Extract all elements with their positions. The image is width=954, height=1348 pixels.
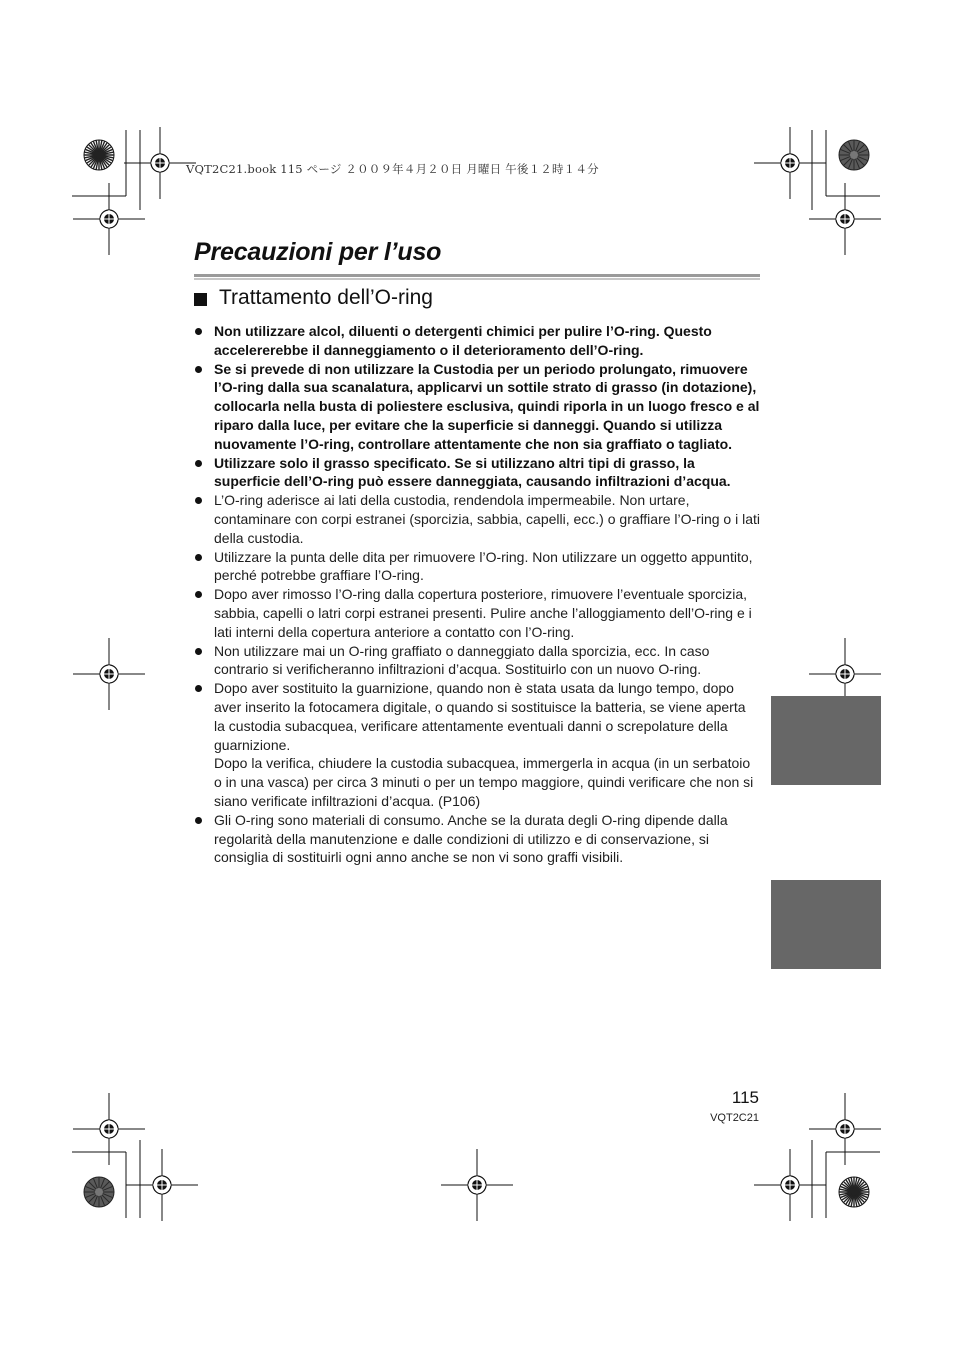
bullet-icon xyxy=(195,554,202,561)
section-heading xyxy=(194,286,433,310)
side-tab-lower xyxy=(771,880,881,969)
list-item-text: Utilizzare solo il grasso specificato. Se si utilizzano altri tipi di grasso, la superficie dell’O-ring può essere danneggiata, causando infiltrazioni d’acqua. xyxy=(214,454,731,490)
side-tab-upper xyxy=(771,696,881,785)
square-bullet-icon xyxy=(194,293,207,306)
list-item xyxy=(194,585,760,641)
bullet-icon xyxy=(195,460,202,467)
list-item xyxy=(194,322,760,360)
bullet-icon xyxy=(195,685,202,692)
list-item-text: Se si prevede di non utilizzare la Custodia per un periodo prolungato, rimuovere l’O-ring dalla sua scanalatura, applicarvi un sottile strato di grasso (in dotazione), collocarla nella busta di poliestere esclusiva, quindi riporla in un luogo fresco e al riparo dalla luce, per evitare che la superficie si danneggi. Quando si utilizza nuovamente l’O-ring, controllare attentamente che non sia graffiato o tagliato. xyxy=(214,360,760,452)
list-item xyxy=(194,360,760,454)
title-rule xyxy=(194,274,760,277)
list-item xyxy=(194,548,760,586)
list-item-text: Gli O-ring sono materiali di consumo. Anche se la durata degli O-ring dipende dalla regolarità della manutenzione e dalle condizioni di utilizzo e di conservazione, si consiglia di sostituirli ogni anno anche se non vi sono graffi visibili. xyxy=(214,811,728,866)
bullet-icon xyxy=(195,497,202,504)
bullet-icon xyxy=(195,817,202,824)
bullet-icon xyxy=(195,328,202,335)
list-item xyxy=(194,642,760,680)
list-item-text: Non utilizzare mai un O-ring graffiato o danneggiato dalla sporcizia, ecc. In caso contrario si verificheranno infiltrazioni d’acqua. Sostituirlo con un nuovo O-ring. xyxy=(214,642,710,678)
list-item-text: Utilizzare la punta delle dita per rimuovere l’O-ring. Non utilizzare un oggetto appuntito, perché potrebbe graffiare l’O-ring. xyxy=(214,548,753,584)
list-item xyxy=(194,454,760,492)
page-title: Precauzioni per l’uso xyxy=(194,238,442,266)
document-code: VQT2C21 xyxy=(710,1112,759,1124)
list-item-text: Dopo aver rimosso l’O-ring dalla copertura posteriore, rimuovere l’eventuale sporcizia, sabbia, capelli o latri corpi estranei presenti. Pulire anche l’alloggiamento dell’O-ring e i lati interni della copertura anteriore a contatto con l’O-ring. xyxy=(214,586,752,640)
list-item-text: L’O-ring aderisce ai lati della custodia, rendendola impermeabile. Non urtare, contaminare con corpi estranei (sporcizia, sabbia, capelli, ecc.) o graffiare l’O-ring o i lati della custodia. xyxy=(214,492,760,546)
list-item-text: Dopo aver sostituito la guarnizione, quando non è stata usata da lungo tempo, dopo aver inserito la fotocamera digitale, o quando si sostituisce la batteria, se viene aperta la custodia subacquea, verificare attentamente eventuali danni o screpolature della guarnizione. xyxy=(214,680,746,753)
bullet-icon xyxy=(195,648,202,655)
section-title: Trattamento dell’O-ring xyxy=(219,286,433,309)
list-item xyxy=(194,491,760,547)
list-item xyxy=(194,679,760,811)
list-item xyxy=(194,811,760,867)
bullet-list xyxy=(194,322,760,867)
bullet-icon xyxy=(195,591,202,598)
bullet-icon xyxy=(195,366,202,373)
print-info-header: VQT2C21.book 115 ページ ２００９年４月２０日 月曜日 午後１２時１４分 xyxy=(186,162,599,176)
list-item-extra-text: Dopo la verifica, chiudere la custodia subacquea, immergerla in acqua (in un serbatoio o in una vasca) per circa 3 minuti o per un tempo maggiore, quindi verificare che non si siano verificate infiltrazioni d’acqua. (P106) xyxy=(214,755,754,809)
title-rule-light xyxy=(194,278,760,280)
page-number: 115 xyxy=(731,1088,759,1107)
list-item-text: Non utilizzare alcol, diluenti o detergenti chimici per pulire l’O-ring. Questo accelererebbe il danneggiamento o il deterioramento dell’O-ring. xyxy=(214,323,712,358)
